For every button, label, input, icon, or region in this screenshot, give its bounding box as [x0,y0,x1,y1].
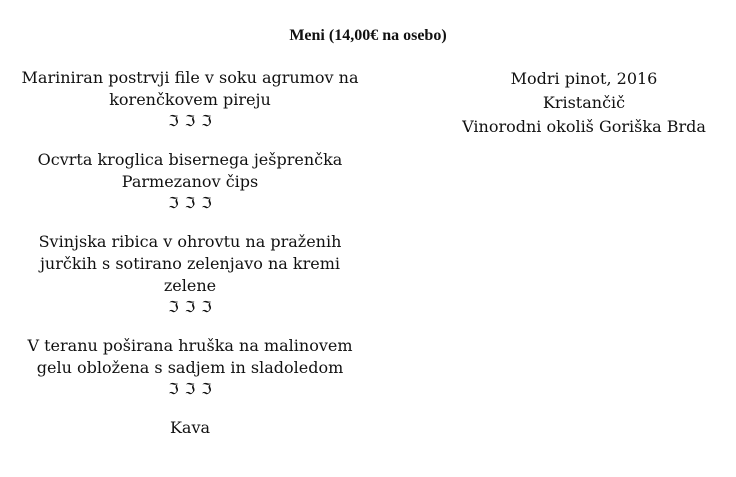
separator-ornament: ℑℑℑ [168,112,218,130]
wine-region: Vinorodni okoliš Goriška Brda [462,117,706,136]
course-5 [20,417,360,439]
course-1 [20,67,360,131]
course-1-line-1: Mariniran postrvji file v soku agrumov na [21,68,359,87]
course-3-line-1: Svinjska ribica v ohrovtu na praženih [38,232,342,251]
course-3-line-2: jurčkih s sotirano zelenjavo na kremi [39,254,341,273]
course-4-line-2: gelu obložena s sadjem in sladoledom [36,358,344,377]
course-2-line-1: Ocvrta kroglica bisernega ješprenčka [37,150,343,169]
course-3-line-3: zelene [163,276,217,295]
wine-name: Modri pinot, 2016 [510,69,658,88]
menu-title: Meni (14,00€ na osebo) [289,27,447,44]
course-4 [20,335,360,399]
course-2 [20,149,360,213]
course-2-line-2: Parmezanov čips [121,172,259,191]
course-5-line-1: Kava [169,418,211,437]
courses-list [20,67,360,457]
course-3 [20,231,360,317]
wine-producer: Kristančič [542,93,626,112]
separator-ornament: ℑℑℑ [168,194,218,212]
wine-pairing [414,67,736,139]
course-4-line-1: V teranu poširana hruška na malinovem [27,336,353,355]
separator-ornament: ℑℑℑ [168,380,218,398]
course-1-line-2: korenčkovem pireju [109,90,271,109]
separator-ornament: ℑℑℑ [168,298,218,316]
